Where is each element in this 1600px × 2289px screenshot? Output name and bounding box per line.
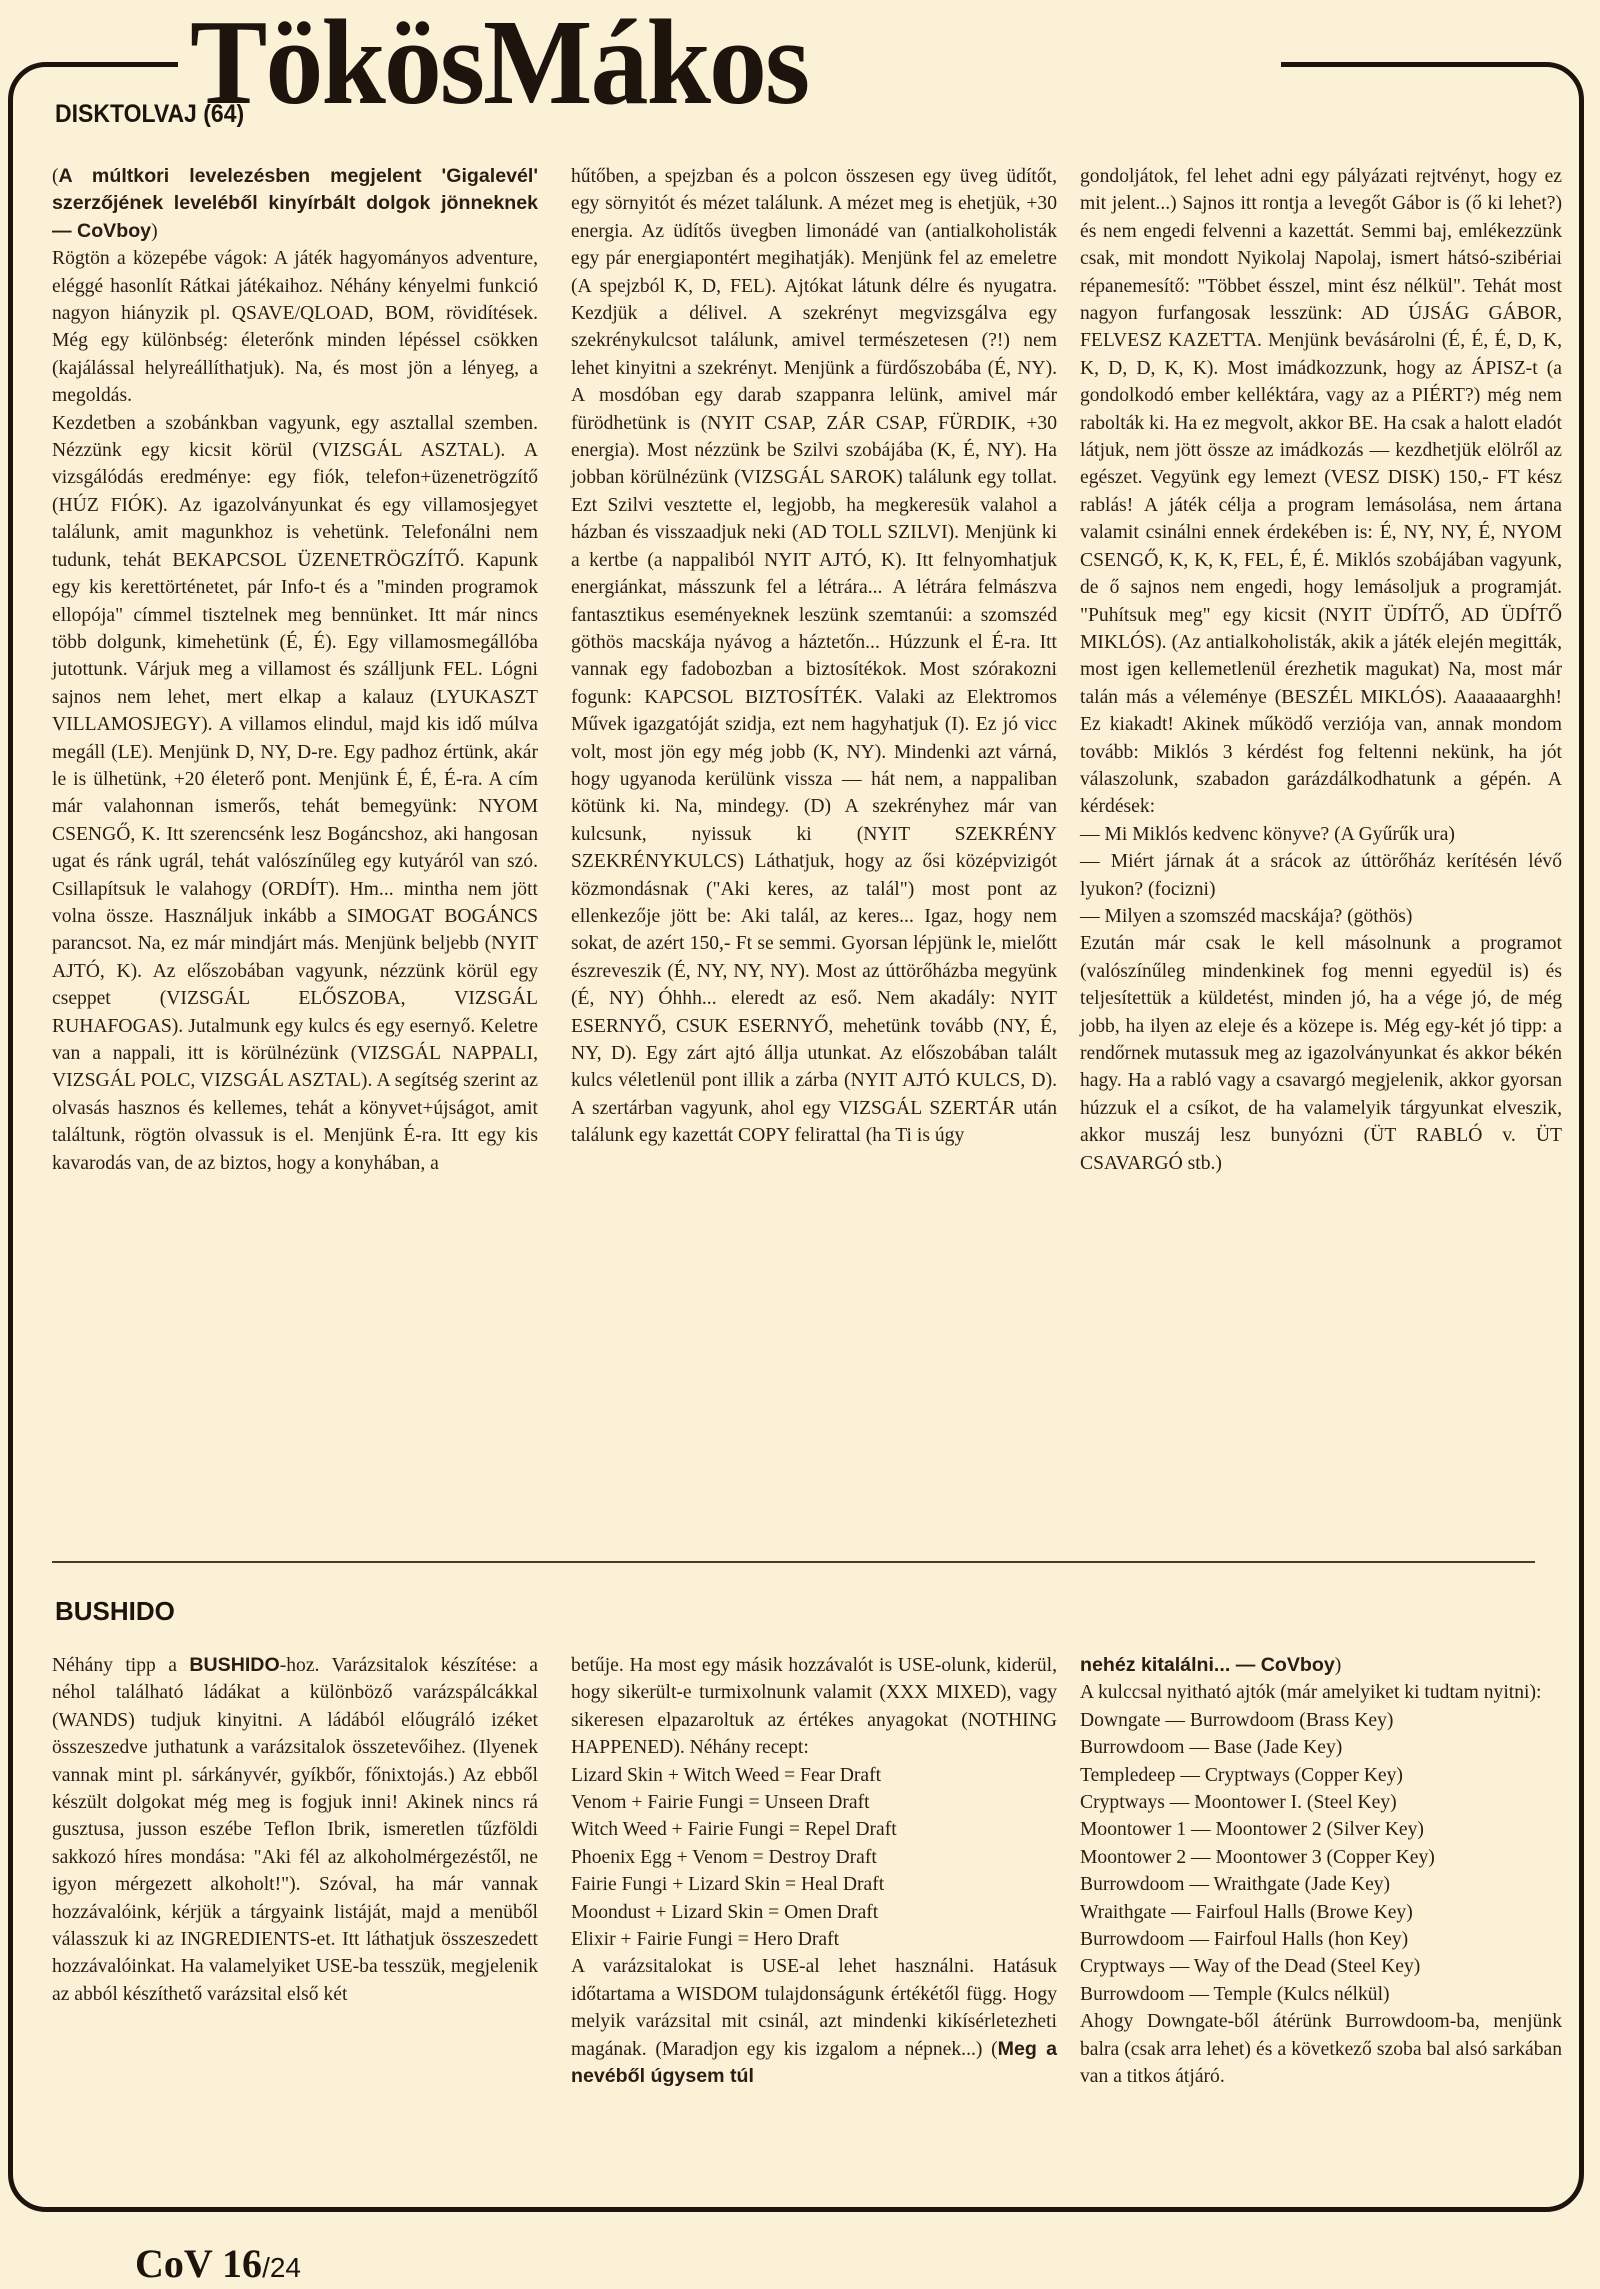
door-item: Cryptways — Moontower I. (Steel Key) <box>1080 1792 1397 1814</box>
text: -hoz. Varázsitalok készítése: a néhol található ládákat a különböző varázspálcákkal (WANDS) tudjuk kinyitni. A ládából előugráló izéket összeszedve juthatunk a varázsitalok összetevőihez. (Ilyenek vannak mint pl. sárkányvér, gyíkbőr, főnixtojás.) Az ebből készült dolgokat még meg is fogjuk inni! Akinek nincs rá gusztusa, jusson eszébe Teflon Ibrik, ismeretlen tűzföldi sakkozó híres mondása: "Aki fél az alkoholmérgezéstől, ne igyon mérgezett alkoholt!"). Szóval, ha már vannak hozzávalóink, kérjük a tárgyaink listáját, majd a menüből válasszuk ki az INGREDIENTS-et. Itt láthatjuk összeszedett hozzávalóinkat. Ha valamelyiket USE-ba tesszük, megjelenik az abból készíthető varázsital első két <box>52 1655 538 2005</box>
bold-note: Meg a nevéből úgysem túl <box>571 2037 1058 2088</box>
question-item: — Mi Miklós kedvenc könyve? (A Gyűrűk ura) <box>1080 823 1455 845</box>
page-footer <box>135 2240 301 2287</box>
paragraph <box>52 1652 538 2008</box>
disktolvaj-column-1 <box>52 163 538 1177</box>
disktolvaj-column-2 <box>571 163 1057 1150</box>
door-item: Cryptways — Way of the Dead (Steel Key) <box>1080 1956 1421 1978</box>
recipe-item: Moondust + Lizard Skin = Omen Draft <box>571 1901 879 1923</box>
game-name: BUSHIDO <box>189 1654 280 1676</box>
intro-note: (A múltkori levelezésben megjelent 'Gigalevél' szerzőjének leveléből kinyírbált dolgok jönneknek — CoVboy) <box>52 165 538 242</box>
page-number: /24 <box>262 2252 301 2283</box>
bushido-column-2 <box>571 1652 1057 2091</box>
section-title-disktolvaj: DISKTOLVAJ (64) <box>55 100 245 128</box>
door-item: Templedeep — Cryptways (Copper Key) <box>1080 1764 1403 1786</box>
recipe-item: Venom + Fairie Fungi = Unseen Draft <box>571 1792 870 1814</box>
door-item: Burrowdoom — Base (Jade Key) <box>1080 1737 1343 1759</box>
paragraph: hűtőben, a spejzban és a polcon összesen egy üveg üdítőt, egy sörnyitót és mézet találunk. A mézet meg is ehetjük, +30 energia. Az üdítős üvegben limonádé van (antialkoholisták egy pár energiapontért megihatják). Menjünk fel az emeletre (A spejzból K, D, FEL). Ajtókat látunk délre és nyugatra. Kezdjük a délivel. A szekrényt megvizsgálva egy szekrénykulcsot találunk, amivel természetesen (?!) nem lehet kinyitni a szekrényt. Menjünk a fürdőszobába (É, NY). A mosdóban egy darab szappanra lelünk, amivel már fürödhetünk is (NYIT CSAP, ZÁR CSAP, FÜRDIK, +30 energia). Most nézzünk be Szilvi szobájába (K, É, NY). Ha jobban körülnézünk (VIZSGÁL SAROK) találunk egy tollat. Ezt Szilvi vesztette el, legjobb, ha megkeresük valahol a házban és visszaadjuk neki (AD TOLL SZILVI). Menjünk ki a kertbe (a nappaliból NYIT AJTÓ, K). Itt felnyomhatjuk energiánkat, másszunk fel a létrára... A létrára felmászva fantasztikus eseményeknek leszünk szemtanúi: a szomszéd göthös macskája nyávog a háztetőn... Húzzunk el É-ra. Itt vannak egy fadobozban a biztosítékok. Most szórakozni fogunk: KAPCSOL BIZTOSÍTÉK. Valaki az Elektromos Művek igazgatóját szidja, ezt nem hagyhatjuk (I). Ez jó vicc volt, most jön egy még jobb (K, NY). Mindenki azt várná, hogy ugyanoda kerülünk vissza — hát nem, a nappaliban kötünk ki. Na, mindegy. (D) A szekrényhez már van kulcsunk, nyissuk ki (NYIT SZEKRÉNY SZEKRÉNYKULCS) Láthatjuk, hogy az ősi középvizigót közmondásnak ("Aki keres, az talál") most pont az ellenkezője jött be: Aki talál, az keres... Igaz, hogy nem sokat, de azért 150,- Ft se semmi. Gyorsan lépjünk le, mielőtt észreveszik (É, NY, NY, NY). Most az úttörőházba megyünk (É, NY) Óhhh... eleredt az eső. Nem akadály: NYIT ESERNYŐ, CSUK ESERNYŐ, mehetünk tovább (NY, É, NY, D). Egy zárt ajtó állja utunkat. Az előszobában talált kulcs véletlenül pont illik a zárba (NYIT AJTÓ KULCS, D). A szertárban vagyunk, ahol egy VIZSGÁL SZERTÁR után találunk egy kazettát COPY felirattal (ha Ti is úgy <box>571 166 1057 1147</box>
door-item: Moontower 2 — Moontower 3 (Copper Key) <box>1080 1846 1435 1868</box>
masthead-title: TökösMákos <box>190 0 809 131</box>
paragraph: Kezdetben a szobánkban vagyunk, egy asztallal szemben. Nézzünk egy kicsit körül (VIZSGÁL ASZTAL). A vizsgálódás eredménye: egy fiók, telefon+üzenetrögzítő (HÚZ FIÓK). Az igazolványunkat és egy villamosjegyet találunk, amit magunkhoz is vehetünk. Telefonálni nem tudunk, tehát BEKAPCSOL ÜZENETRÖGZÍTŐ. Kapunk egy kis kerettörténetet, pár Info-t és a "minden programok ellopója" címmel tisztelnek meg bennünket. Itt már nincs több dolgunk, kimehetünk (É, É). Egy villamosmegállóba jutottunk. Várjuk meg a villamost és szálljunk FEL. Lógni sajnos nem lehet, mert elkap a kalauz (LYUKASZT VILLAMOSJEGY). A villamos elindul, majd kis idő múlva megáll (LE). Menjünk D, NY, D-re. Egy padhoz értünk, akár le is ülhetünk, +20 életerő pont. Menjünk É, É, É-ra. A cím már valahonnan ismerős, tehát bemegyünk: NYOM CSENGŐ, K. Itt szerencsénk lesz Bogáncshoz, aki hangosan ugat és ránk ugrál, tehát valószínűleg egy kutyáról van szó. Csillapítsuk le valahogy (ORDÍT). Hm... mintha nem jött volna össze. Használjuk inkább a SIMOGAT BOGÁNCS parancsot. Na, ez már mindjárt más. Menjünk beljebb (NYIT AJTÓ, K). Az előszobában vagyunk, nézzünk körül egy cseppet (VIZSGÁL ELŐSZOBA, VIZSGÁL RUHAFOGAS). Jutalmunk egy kulcs és egy esernyő. Keletre van a nappali, itt is körülnézünk (VIZSGÁL NAPPALI, VIZSGÁL POLC, VIZSGÁL ASZTAL). A segítség szerint az olvasás hasznos és kellemes, tehát a könyvet+újságot, amit találtunk, rögtön olvassuk is el. Menjünk É-ra. Itt egy kis kavarodás van, de az biztos, hogy a konyhában, a <box>52 412 538 1174</box>
question-item: — Miért járnak át a srácok az úttörőház kerítésén lévő lyukon? (focizni) <box>1080 851 1562 900</box>
recipe-item: Witch Weed + Fairie Fungi = Repel Draft <box>571 1819 897 1841</box>
paragraph: Ezután már csak le kell másolnunk a programot (valószínűleg mindenkinek fog menni egyedül is) és teljesítettük a küldetést, minden jó, ha a vége jó, de még jobb, ha ilyen az eleje és a közepe is. Még egy-két jó tipp: a rendőrnek mutassuk meg az igazolványunkat és akkor békén hagy. Ha a rabló vagy a csavargó megjelenik, akkor gyorsan húzzuk el a csíkot, de ha valamelyik tárgyunkat elveszik, akkor muszáj lesz bunyózni (ÜT RABLÓ v. ÜT CSAVARGÓ stb.) <box>1080 933 1562 1174</box>
door-item: Moontower 1 — Moontower 2 (Silver Key) <box>1080 1819 1424 1841</box>
bushido-column-1 <box>52 1652 538 2008</box>
section-title-bushido: BUSHIDO <box>55 1596 175 1626</box>
door-item: Downgate — Burrowdoom (Brass Key) <box>1080 1709 1394 1731</box>
question-item: — Milyen a szomszéd macskája? (göthös) <box>1080 905 1413 927</box>
paragraph: gondoljátok, fel lehet adni egy pályázati rejtvényt, hogy ez mit jelent...) Sajnos itt rontja a levegőt Gábor is (ő ki lehet?) és nem engedi felvenni a kazettát. Semmi baj, emlékezzünk csak, mit mondott Nyikolaj Napolaj, ismert hátsó-szibériai répanemesítő: "Többet ésszel, mint ész nélkül". Tehát most nagyon furfangosak lesszünk: AD ÚJSÁG GÁBOR, FELVESZ KAZETTA. Menjünk bevásárolni (É, É, É, D, K, K, D, D, K, K). Most imádkozzunk, hogy az ÁPISZ-t (a gondolkodó ember kelléktára, vagy az a PIÉRT?) még nem rabolták ki. Ha ez megvolt, akkor BE. Ha csak a halott eladót látjuk, nem jött össze az imádkozás — kezdhetjük elölről az egészet. Vegyünk egy lemezt (VESZ DISK) 150,- FT kész rablás! A játék célja a program lemásolása, nem ártana valamit csinálni ennek érdekében is: É, NY, NY, É, NYOM CSENGŐ, K, K, K, FEL, É, É. Miklós szobájában vagyunk, de ő sajnos nem engedi, hogy lemásoljuk a programját. "Puhítsuk meg" egy kicsit (NYIT ÜDÍTŐ, AD ÜDÍTŐ MIKLÓS). (Az antialkoholisták, akik a játék elején megitták, most igen kellemetlenül érezhetik magukat) Na, most már talán más a véleménye (BESZÉL MIKLÓS). Aaaaaaarghh! Ez kiakadt! Akinek működő verziója van, annak mondom tovább: Miklós 3 kérdést fog feltenni nekünk, ha jót válaszolunk, szabadon garázdálkodhatunk a gépén. A kérdések: <box>1080 166 1562 818</box>
paragraph <box>571 1953 1057 2090</box>
bold-note: nehéz kitalálni... — CoVboy <box>1080 1654 1335 1676</box>
door-item: Burrowdoom — Temple (Kulcs nélkül) <box>1080 1983 1390 2005</box>
paragraph: A kulccsal nyitható ajtók (már amelyiket ki tudtam nyitni): <box>1080 1682 1542 1704</box>
paragraph: Ahogy Downgate-ből átérünk Burrowdoom-ba, menjünk balra (csak arra lehet) és a következő szoba bal alsó sarkában van a titkos átjáró. <box>1080 2011 1562 2088</box>
paragraph: Rögtön a közepébe vágok: A játék hagyományos adventure, eléggé hasonlít Rátkai játékaihoz. Néhány kényelmi funkció nagyon hiányzik pl. QSAVE/QLOAD, BOM, rövidítések. Még egy különbség: életerőnk minden lépéssel csökken (kajálással helyreállíthatjuk). Na, és most jön a lényeg, a megoldás. <box>52 248 538 407</box>
intro-bold-text: A múltkori levelezésben megjelent 'Gigalevél' szerzőjének leveléből kinyírbált dolgok jönneknek — CoVboy <box>52 165 538 242</box>
text: Néhány tipp a <box>52 1655 190 1676</box>
paragraph: betűje. Ha most egy másik hozzávalót is USE-olunk, kiderül, hogy sikerült-e turmixolnunk valamit (XXX MIXED), vagy sikeresen elpazaroltuk az értékes anyagokat (NOTHING HAPPENED). Néhány recept: <box>571 1655 1057 1759</box>
paragraph: nehéz kitalálni... — CoVboy) <box>1080 1654 1342 1676</box>
recipe-item: Elixir + Fairie Fungi = Hero Draft <box>571 1929 840 1951</box>
recipe-item: Fairie Fungi + Lizard Skin = Heal Draft <box>571 1874 885 1896</box>
door-item: Burrowdoom — Wraithgate (Jade Key) <box>1080 1874 1391 1896</box>
recipe-item: Phoenix Egg + Venom = Destroy Draft <box>571 1846 877 1868</box>
section-divider <box>52 1561 1535 1563</box>
disktolvaj-column-3 <box>1080 163 1562 1177</box>
bushido-column-3 <box>1080 1652 1562 2091</box>
door-item: Burrowdoom — Fairfoul Halls (hon Key) <box>1080 1929 1409 1951</box>
recipe-item: Lizard Skin + Witch Weed = Fear Draft <box>571 1764 882 1786</box>
text: A varázsitalokat is USE-al lehet használni. Hatásuk időtartama a WISDOM tulajdonságunk értékétől függ. Hogy melyik varázsital mit csinál, azt mindenki kikísérletezheti magának. (Maradjon egy kis izgalom a népnek...) ( <box>571 1956 1057 2060</box>
door-item: Wraithgate — Fairfoul Halls (Browe Key) <box>1080 1901 1413 1923</box>
magazine-issue: CoV 16 <box>135 2241 263 2286</box>
